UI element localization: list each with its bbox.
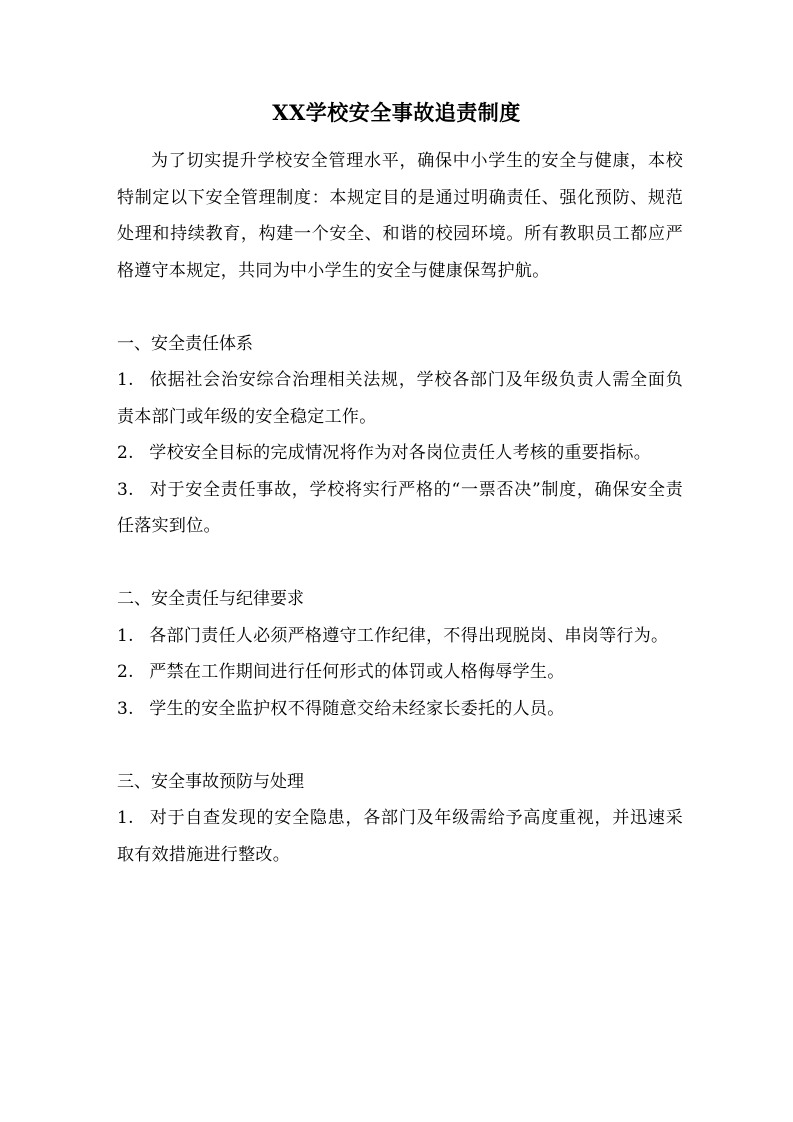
list-item	[117, 472, 683, 545]
list-item	[117, 654, 683, 691]
section-heading: 二、安全责任与纪律要求	[117, 589, 304, 609]
item-number: 1.	[117, 625, 134, 646]
section-discipline-requirements	[117, 581, 683, 727]
list-item	[117, 800, 683, 873]
item-number: 3.	[117, 479, 134, 500]
item-text: 各部门责任人必须严格遵守工作纪律，不得出现脱岗、串岗等行为。	[149, 625, 669, 646]
item-text: 依据社会治安综合治理相关法规，学校各部门及年级负责人需全面负责本部门或年级的安全稳定工作。	[117, 370, 683, 427]
item-text: 严禁在工作期间进行任何形式的体罚或人格侮辱学生。	[149, 662, 565, 682]
item-number: 2.	[117, 443, 134, 463]
section-responsibility-system	[117, 326, 683, 545]
item-text: 对于自查发现的安全隐患，各部门及年级需给予高度重视，并迅速采取有效措施进行整改。	[117, 808, 683, 865]
list-item	[117, 362, 683, 435]
list-item	[117, 691, 683, 728]
section-accident-prevention	[117, 764, 683, 874]
item-number: 2.	[117, 662, 134, 682]
item-text: 学生的安全监护权不得随意交给未经家长委托的人员。	[149, 698, 565, 719]
document-body	[117, 143, 683, 873]
document-title: XX学校安全事故追责制度	[272, 100, 521, 125]
item-number: 3.	[117, 698, 134, 719]
list-item	[117, 618, 683, 655]
list-item	[117, 435, 683, 472]
item-text: 对于安全责任事故，学校将实行严格的“一票否决”制度，确保安全责任落实到位。	[117, 479, 683, 536]
item-number: 1.	[117, 370, 134, 390]
item-text: 学校安全目标的完成情况将作为对各岗位责任人考核的重要指标。	[149, 443, 651, 463]
item-number: 1.	[117, 808, 134, 828]
section-heading: 三、安全事故预防与处理	[117, 771, 304, 792]
intro-paragraph: 为了切实提升学校安全管理水平，确保中小学生的安全与健康，本校特制定以下安全管理制度：本规定目的是通过明确责任、强化预防、规范处理和持续教育，构建一个安全、和谐的校园环境。所有教职员工都应严格遵守本规定，共同为中小学生的安全与健康保驾护航。	[117, 151, 683, 281]
section-heading: 一、安全责任体系	[117, 333, 253, 354]
